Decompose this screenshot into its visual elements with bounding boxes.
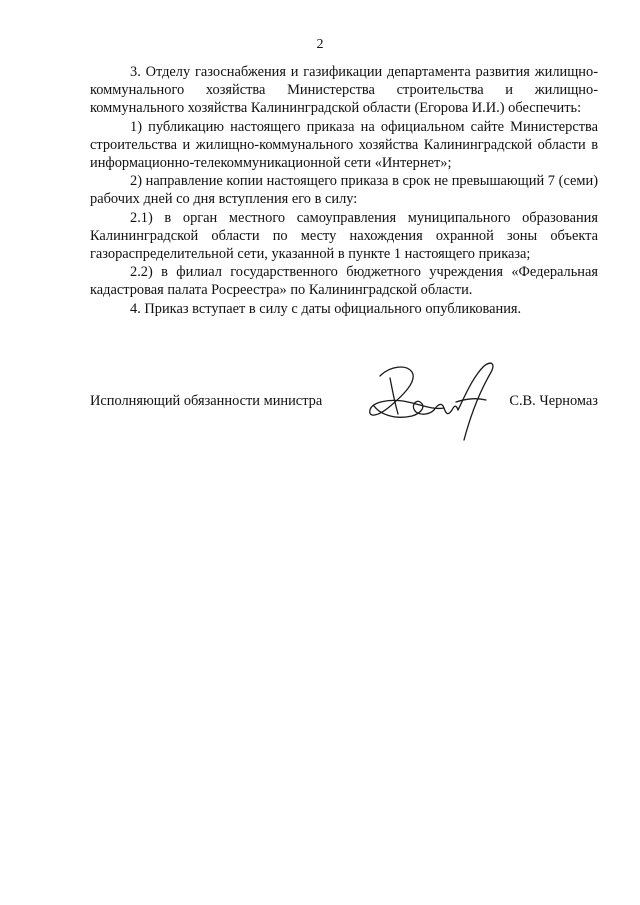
paragraph-3: 3. Отделу газоснабжения и газификации департамента развития жилищно-коммунального хозяйства Министерства строительства и жилищно-коммунального хозяйства Калининградской области (Егорова И.И.) обеспечить: [90, 64, 598, 117]
paragraph-3-2-2: 2.2) в филиал государственного бюджетного учреждения «Федеральная кадастровая палата Росреестра» по Калининградской области. [90, 264, 598, 299]
signature-block [90, 393, 598, 417]
paragraph-3-2-1: 2.1) в орган местного самоуправления муниципального образования Калининградской области по месту нахождения охранной зоны объекта газораспределительной сети, указанной в пункте 1 настоящего приказа; [90, 209, 598, 263]
paragraph-3-2: 2) направление копии настоящего приказа в срок не превышающий 7 (семи) рабочих дней со дня вступления его в силу: [90, 173, 598, 208]
paragraph-3-1: 1) публикацию настоящего приказа на официальном сайте Министерства строительства и жилищно-коммунального хозяйства Калининградской области в информационно-телекоммуникационной сети «Интернет»; [90, 118, 598, 172]
document-body [90, 63, 598, 318]
paragraph-4: 4. Приказ вступает в силу с даты официального опубликования. [130, 300, 522, 317]
signer-position: Исполняющий обязанности министра [90, 393, 323, 409]
handwritten-signature [360, 358, 510, 448]
page-number: 2 [316, 37, 324, 52]
signer-name: С.В. Черномаз [509, 393, 598, 409]
